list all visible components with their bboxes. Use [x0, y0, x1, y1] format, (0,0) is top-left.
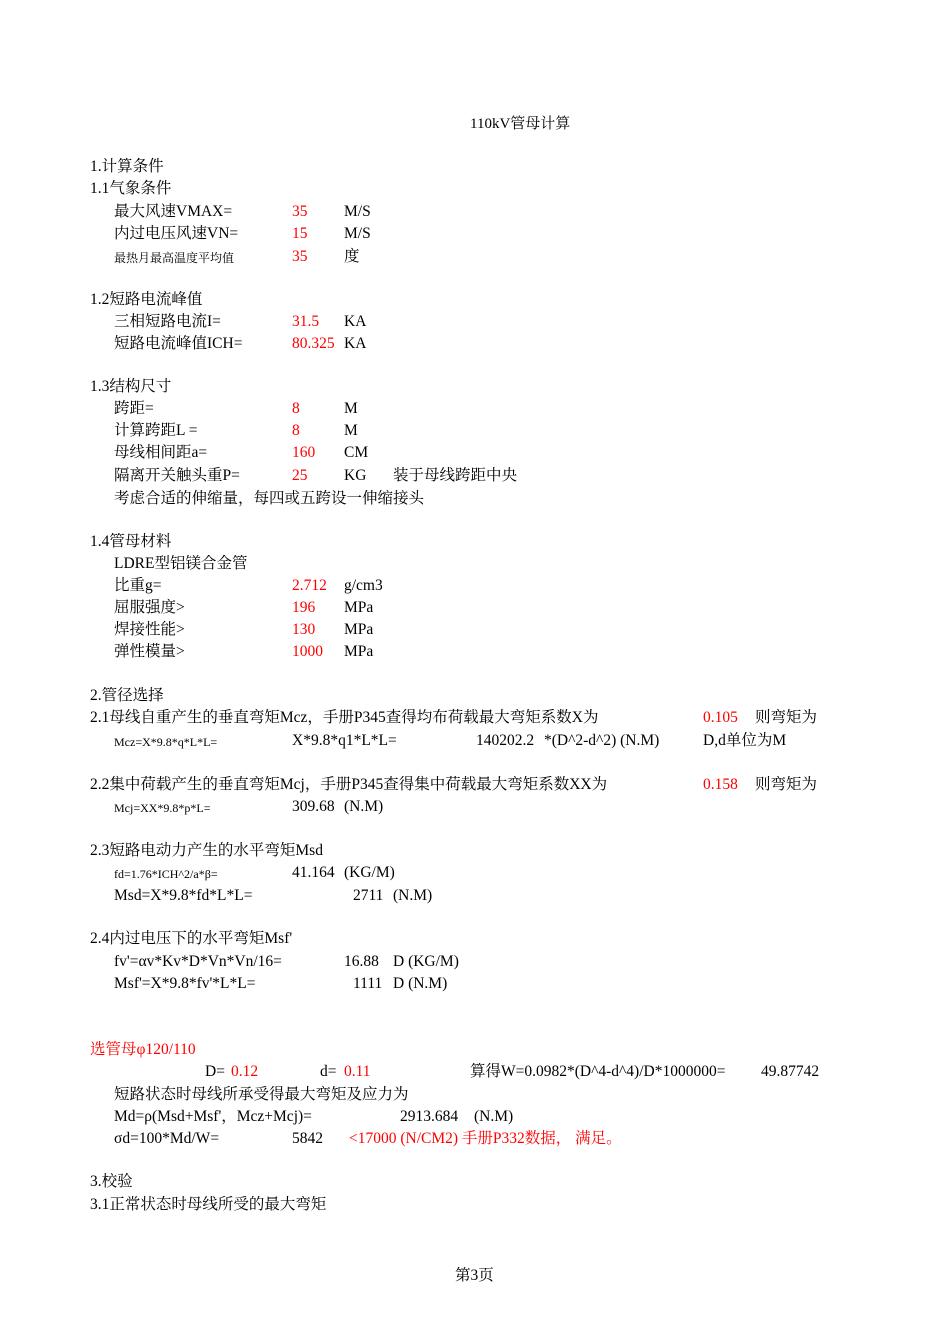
mcj-formula: Mcj=XX*9.8*p*L=: [114, 801, 211, 815]
weight-unit: KG: [344, 467, 367, 484]
section-1-3-heading: 1.3结构尺寸: [90, 378, 172, 395]
calc-span-value: 8: [292, 422, 300, 439]
calc-span-unit: M: [344, 422, 358, 439]
weight-label: 隔离开关触头重P=: [114, 467, 240, 484]
temp-unit: 度: [344, 248, 360, 265]
density-unit: g/cm3: [344, 577, 383, 594]
mcj-unit: (N.M): [344, 798, 384, 815]
inner-d-label: d=: [320, 1063, 337, 1080]
mcz-coef: 0.105: [703, 709, 738, 726]
section-3-heading: 3.校验: [90, 1173, 133, 1190]
vmax-label: 最大风速VMAX=: [114, 203, 233, 220]
weight-value: 25: [292, 467, 308, 484]
mcz-formula2: X*9.8*q1*L*L=: [292, 732, 397, 749]
current-ich-label: 短路电流峰值ICH=: [114, 335, 243, 352]
fd-value: 41.164: [292, 864, 335, 881]
vn-value: 15: [292, 225, 308, 242]
vn-label: 内过电压风速VN=: [114, 225, 239, 242]
fd-unit: (KG/M): [344, 864, 395, 881]
outer-d-value: 0.12: [231, 1063, 259, 1080]
span-value: 8: [292, 400, 300, 417]
density-label: 比重g=: [114, 577, 162, 594]
phase-unit: CM: [344, 444, 369, 461]
mcj-text: 2.2集中荷载产生的垂直弯矩Mcj，手册P345查得集中荷载最大弯矩系数XX为: [90, 776, 608, 793]
section-3-1-heading: 3.1正常状态时母线所受的最大弯矩: [90, 1196, 327, 1213]
weld-label: 焊接性能>: [114, 621, 185, 638]
md-value: 2913.684: [400, 1108, 459, 1125]
structure-note: 考虑合适的伸缩量，每四或五跨设一伸缩接头: [114, 490, 425, 507]
w-formula: 算得W=0.0982*(D^4-d^4)/D*1000000=: [470, 1063, 726, 1080]
section-1-1-heading: 1.1气象条件: [90, 180, 172, 197]
section-2-heading: 2.管径选择: [90, 687, 164, 704]
msd-value: 2711: [353, 887, 384, 904]
section-1-heading: 1.计算条件: [90, 158, 164, 175]
mcz-formula: Mcz=X*9.8*q*L*L=: [114, 735, 218, 749]
msf-value: 1111: [353, 975, 383, 992]
elastic-unit: MPa: [344, 643, 374, 660]
phase-label: 母线相间距a=: [114, 444, 208, 461]
temp-label: 最热月最高温度平均值: [114, 251, 235, 265]
msd-formula: Msd=X*9.8*fd*L*L=: [114, 887, 253, 904]
mcj-coef: 0.158: [703, 776, 738, 793]
md-unit: (N.M): [474, 1108, 514, 1125]
mcz-value: 140202.2: [476, 732, 535, 749]
max-moment-desc: 短路状态时母线所承受得最大弯矩及应力为: [114, 1086, 409, 1103]
msd-unit: (N.M): [393, 887, 433, 904]
yield-value: 196: [292, 599, 316, 616]
mcz-unit: *(D^2-d^2) (N.M): [544, 732, 660, 749]
span-unit: M: [344, 400, 358, 417]
weight-note: 装于母线跨距中央: [393, 467, 518, 484]
vmax-value: 35: [292, 203, 308, 220]
vmax-unit: M/S: [344, 203, 371, 220]
fv-value: 16.88: [344, 953, 379, 970]
mcj-value: 309.68: [292, 798, 335, 815]
fv-unit: D (KG/M): [393, 953, 459, 970]
current-ich-value: 80.325: [292, 335, 335, 352]
section-1-2-heading: 1.2短路电流峰值: [90, 291, 203, 308]
weld-unit: MPa: [344, 621, 374, 638]
page-title: 110kV管母计算: [470, 116, 571, 132]
fv-formula: fv'=αv*Kv*D*Vn*Vn/16=: [114, 953, 282, 970]
msf-heading: 2.4内过电压下的水平弯矩Msf': [90, 930, 293, 947]
fd-formula: fd=1.76*ICH^2/a*β=: [114, 867, 218, 881]
span-label: 跨距=: [114, 400, 154, 417]
md-formula: Md=ρ(Msd+Msf'，Mcz+Mcj)=: [114, 1108, 312, 1125]
inner-d-value: 0.11: [344, 1063, 371, 1080]
mcz-after: 则弯矩为: [755, 709, 818, 726]
sigma-formula: σd=100*Md/W=: [114, 1130, 220, 1147]
msd-heading: 2.3短路电动力产生的水平弯矩Msd: [90, 842, 323, 859]
w-value: 49.87742: [761, 1063, 820, 1080]
current-i-unit: KA: [344, 313, 367, 330]
section-1-4-heading: 1.4管母材料: [90, 533, 172, 550]
elastic-value: 1000: [292, 643, 323, 660]
calc-span-label: 计算跨距L =: [114, 422, 198, 439]
material-type: LDRE型铝镁合金管: [114, 555, 248, 572]
density-value: 2.712: [292, 577, 327, 594]
current-i-label: 三相短路电流I=: [114, 313, 221, 330]
vn-unit: M/S: [344, 225, 371, 242]
msf-formula: Msf'=X*9.8*fv'*L*L=: [114, 975, 256, 992]
mcj-after: 则弯矩为: [755, 776, 818, 793]
outer-d-label: D=: [205, 1063, 225, 1080]
current-ich-unit: KA: [344, 335, 367, 352]
mcz-note: D,d单位为M: [703, 732, 787, 749]
weld-value: 130: [292, 621, 316, 638]
sigma-note: <17000 (N/CM2) 手册P332数据， 满足。: [349, 1130, 622, 1147]
mcz-text: 2.1母线自重产生的垂直弯矩Mcz，手册P345查得均布荷载最大弯矩系数X为: [90, 709, 599, 726]
phase-value: 160: [292, 444, 316, 461]
temp-value: 35: [292, 248, 308, 265]
elastic-label: 弹性模量>: [114, 643, 185, 660]
pipe-selection-heading: 选管母φ120/110: [90, 1041, 196, 1058]
sigma-value: 5842: [292, 1130, 323, 1147]
page-number: 第3页: [455, 1267, 494, 1284]
yield-label: 屈服强度>: [114, 599, 185, 616]
current-i-value: 31.5: [292, 313, 320, 330]
yield-unit: MPa: [344, 599, 374, 616]
msf-unit: D (N.M): [393, 975, 448, 992]
